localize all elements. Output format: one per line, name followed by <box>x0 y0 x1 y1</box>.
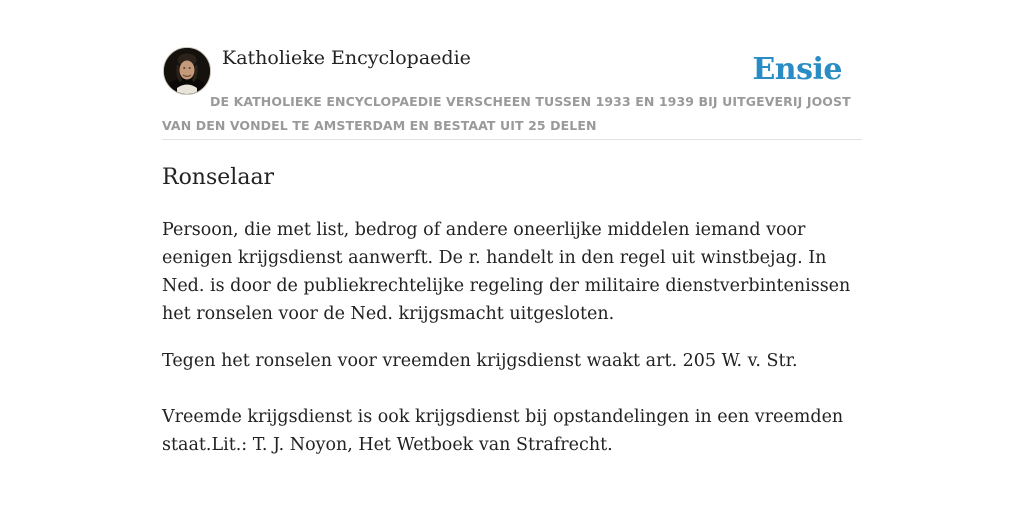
article-paragraph: Tegen het ronselen voor vreemden krijgsdienst waakt art. 205 W. v. Str. <box>162 351 798 371</box>
article-paragraph: Persoon, die met list, bedrog of andere oneerlijke middelen iemand voor eenigen krijgsdienst aanwerft. De r. handelt in den regel uit winstbejag. In Ned. is door de publiekrechtelijke regeling der militaire dienstverbintenissen het ronselen voor de Ned. krijgsmacht uitgesloten. <box>162 220 851 324</box>
header-divider <box>162 139 862 140</box>
article-body <box>162 216 862 459</box>
article-title: Ronselaar <box>162 165 275 190</box>
brand-logo[interactable]: Ensie <box>752 52 842 87</box>
source-avatar[interactable] <box>163 47 211 95</box>
source-description: DE KATHOLIEKE ENCYCLOPAEDIE VERSCHEEN TUSSEN 1933 EN 1939 BIJ UITGEVERIJ JOOST VAN DEN VONDEL TE AMSTERDAM EN BESTAAT UIT 25 DELEN <box>162 94 851 133</box>
article-paragraph: Vreemde krijgsdienst is ook krijgsdienst bij opstandelingen in een vreemden staat.Lit.: T. J. Noyon, Het Wetboek van Strafrecht. <box>162 407 844 455</box>
source-title[interactable]: Katholieke Encyclopaedie <box>222 47 471 69</box>
portrait-icon <box>164 48 210 94</box>
